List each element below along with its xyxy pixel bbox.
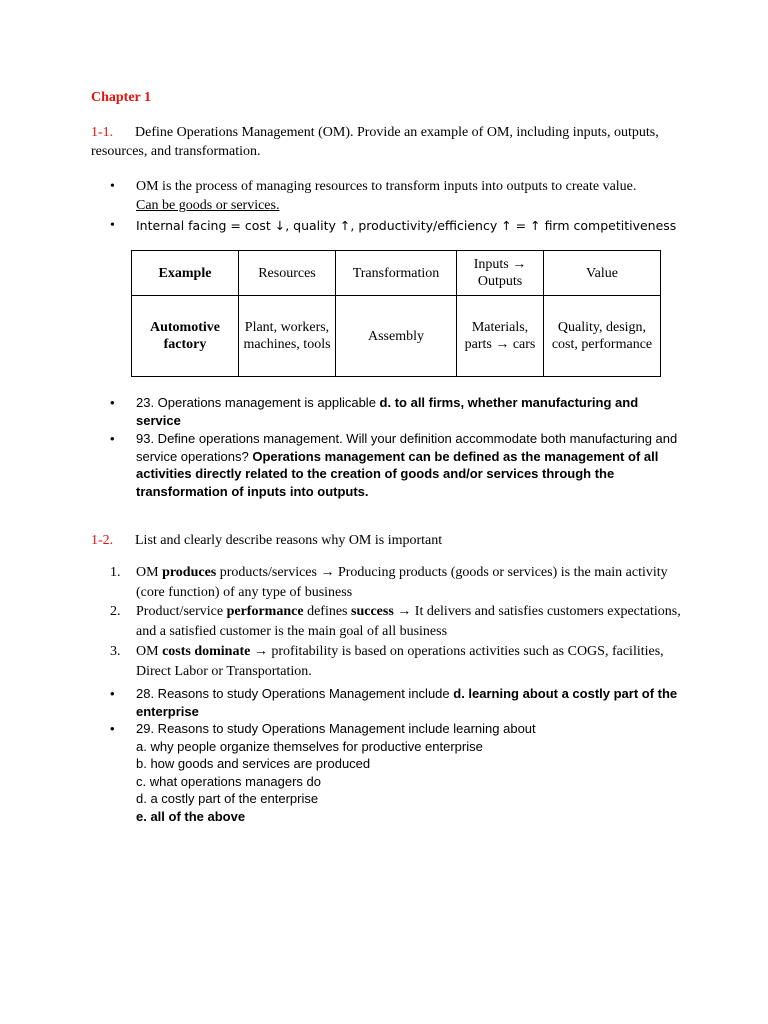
bullet-icon: • bbox=[110, 218, 115, 233]
chapter-heading: Chapter 1 bbox=[91, 90, 152, 105]
table-cell: Materials, parts → cars bbox=[457, 296, 544, 377]
om-example-table bbox=[131, 250, 661, 377]
question-number: 1-1. bbox=[91, 125, 114, 140]
mc-answer: e. all of the above bbox=[136, 808, 246, 824]
table-header: Value bbox=[544, 251, 661, 296]
table-cell: Plant, workers, machines, tools bbox=[239, 296, 336, 377]
list-number: 3. bbox=[110, 644, 121, 659]
mc-question: 93. Define operations management. Will your definition accommodate both manufacturing and service operations? bbox=[136, 431, 678, 464]
mc-option: a. why people organize themselves for productive enterprise bbox=[136, 738, 483, 754]
mc-question: 23. Operations management is applicable bbox=[136, 395, 380, 410]
reason-text: → profitability is based on operations activities such as COGS, facilities, Direct Labor or Transportation. bbox=[136, 644, 664, 679]
bullet-icon: • bbox=[110, 431, 115, 446]
reason-keyword: produces bbox=[162, 565, 217, 580]
table-cell: Quality, design, cost, performance bbox=[544, 296, 661, 377]
question-text: Define Operations Management (OM). Provide an example of OM, including inputs, outputs, resources, and transformation. bbox=[91, 125, 659, 159]
list-number: 1. bbox=[110, 565, 121, 580]
table-cell: Assembly bbox=[336, 296, 457, 377]
reason-text: products/services → Producing products (goods or services) is the main activity (core function) of any type of business bbox=[136, 565, 668, 600]
reason-text: OM bbox=[136, 644, 163, 659]
bullet-text: OM is the process of managing resources to transform inputs into outputs to create value. bbox=[136, 179, 637, 194]
bullet-icon: • bbox=[110, 395, 115, 410]
question-number: 1-2. bbox=[91, 533, 114, 548]
bullet-icon: • bbox=[110, 686, 115, 701]
reason-keyword: performance bbox=[226, 604, 304, 619]
reason-keyword: costs dominate bbox=[162, 644, 251, 659]
reason-text: → It delivers and satisfies customers expectations, and a satisfied customer is the main goal of all business bbox=[136, 604, 681, 639]
mc-answer: d. to all firms, whether manufacturing and service bbox=[136, 395, 639, 428]
mc-question: 29. Reasons to study Operations Management include learning about bbox=[136, 721, 536, 736]
table-cell: Automotive factory bbox=[132, 296, 239, 377]
mc-option: c. what operations managers do bbox=[136, 773, 321, 789]
reason-text: defines bbox=[303, 604, 351, 619]
table-header: Resources bbox=[239, 251, 336, 296]
question-1-1 bbox=[91, 123, 681, 161]
bullet-icon: • bbox=[110, 179, 115, 194]
table-row bbox=[132, 296, 661, 377]
mc-question: 28. Reasons to study Operations Management include bbox=[136, 686, 454, 701]
question-text: List and clearly describe reasons why OM is important bbox=[135, 533, 443, 548]
mc-option: d. a costly part of the enterprise bbox=[136, 791, 319, 806]
table-header: Transformation bbox=[336, 251, 457, 296]
list-number: 2. bbox=[110, 604, 121, 619]
table-header: Inputs → Outputs bbox=[457, 251, 544, 296]
bullet-icon: • bbox=[110, 721, 115, 736]
bullet-text: Internal facing = cost ↓, quality ↑, productivity/efficiency ↑ = ↑ firm competitiveness bbox=[136, 218, 677, 233]
mc-option: b. how goods and services are produced bbox=[136, 756, 371, 771]
mc-answer: Operations management can be defined as the management of all activities directly related to the creation of goods and/or services through the transformation of inputs into outputs. bbox=[136, 448, 659, 499]
mc-answer: d. learning about a costly part of the enterprise bbox=[136, 686, 678, 719]
bullet-underlined-text: Can be goods or services. bbox=[136, 198, 280, 213]
reason-text: OM bbox=[136, 565, 163, 580]
table-header-row bbox=[132, 251, 661, 296]
table-header: Example bbox=[132, 251, 239, 296]
question-1-2 bbox=[91, 531, 681, 550]
reason-keyword: success bbox=[351, 604, 394, 619]
reason-text: Product/service bbox=[136, 604, 227, 619]
